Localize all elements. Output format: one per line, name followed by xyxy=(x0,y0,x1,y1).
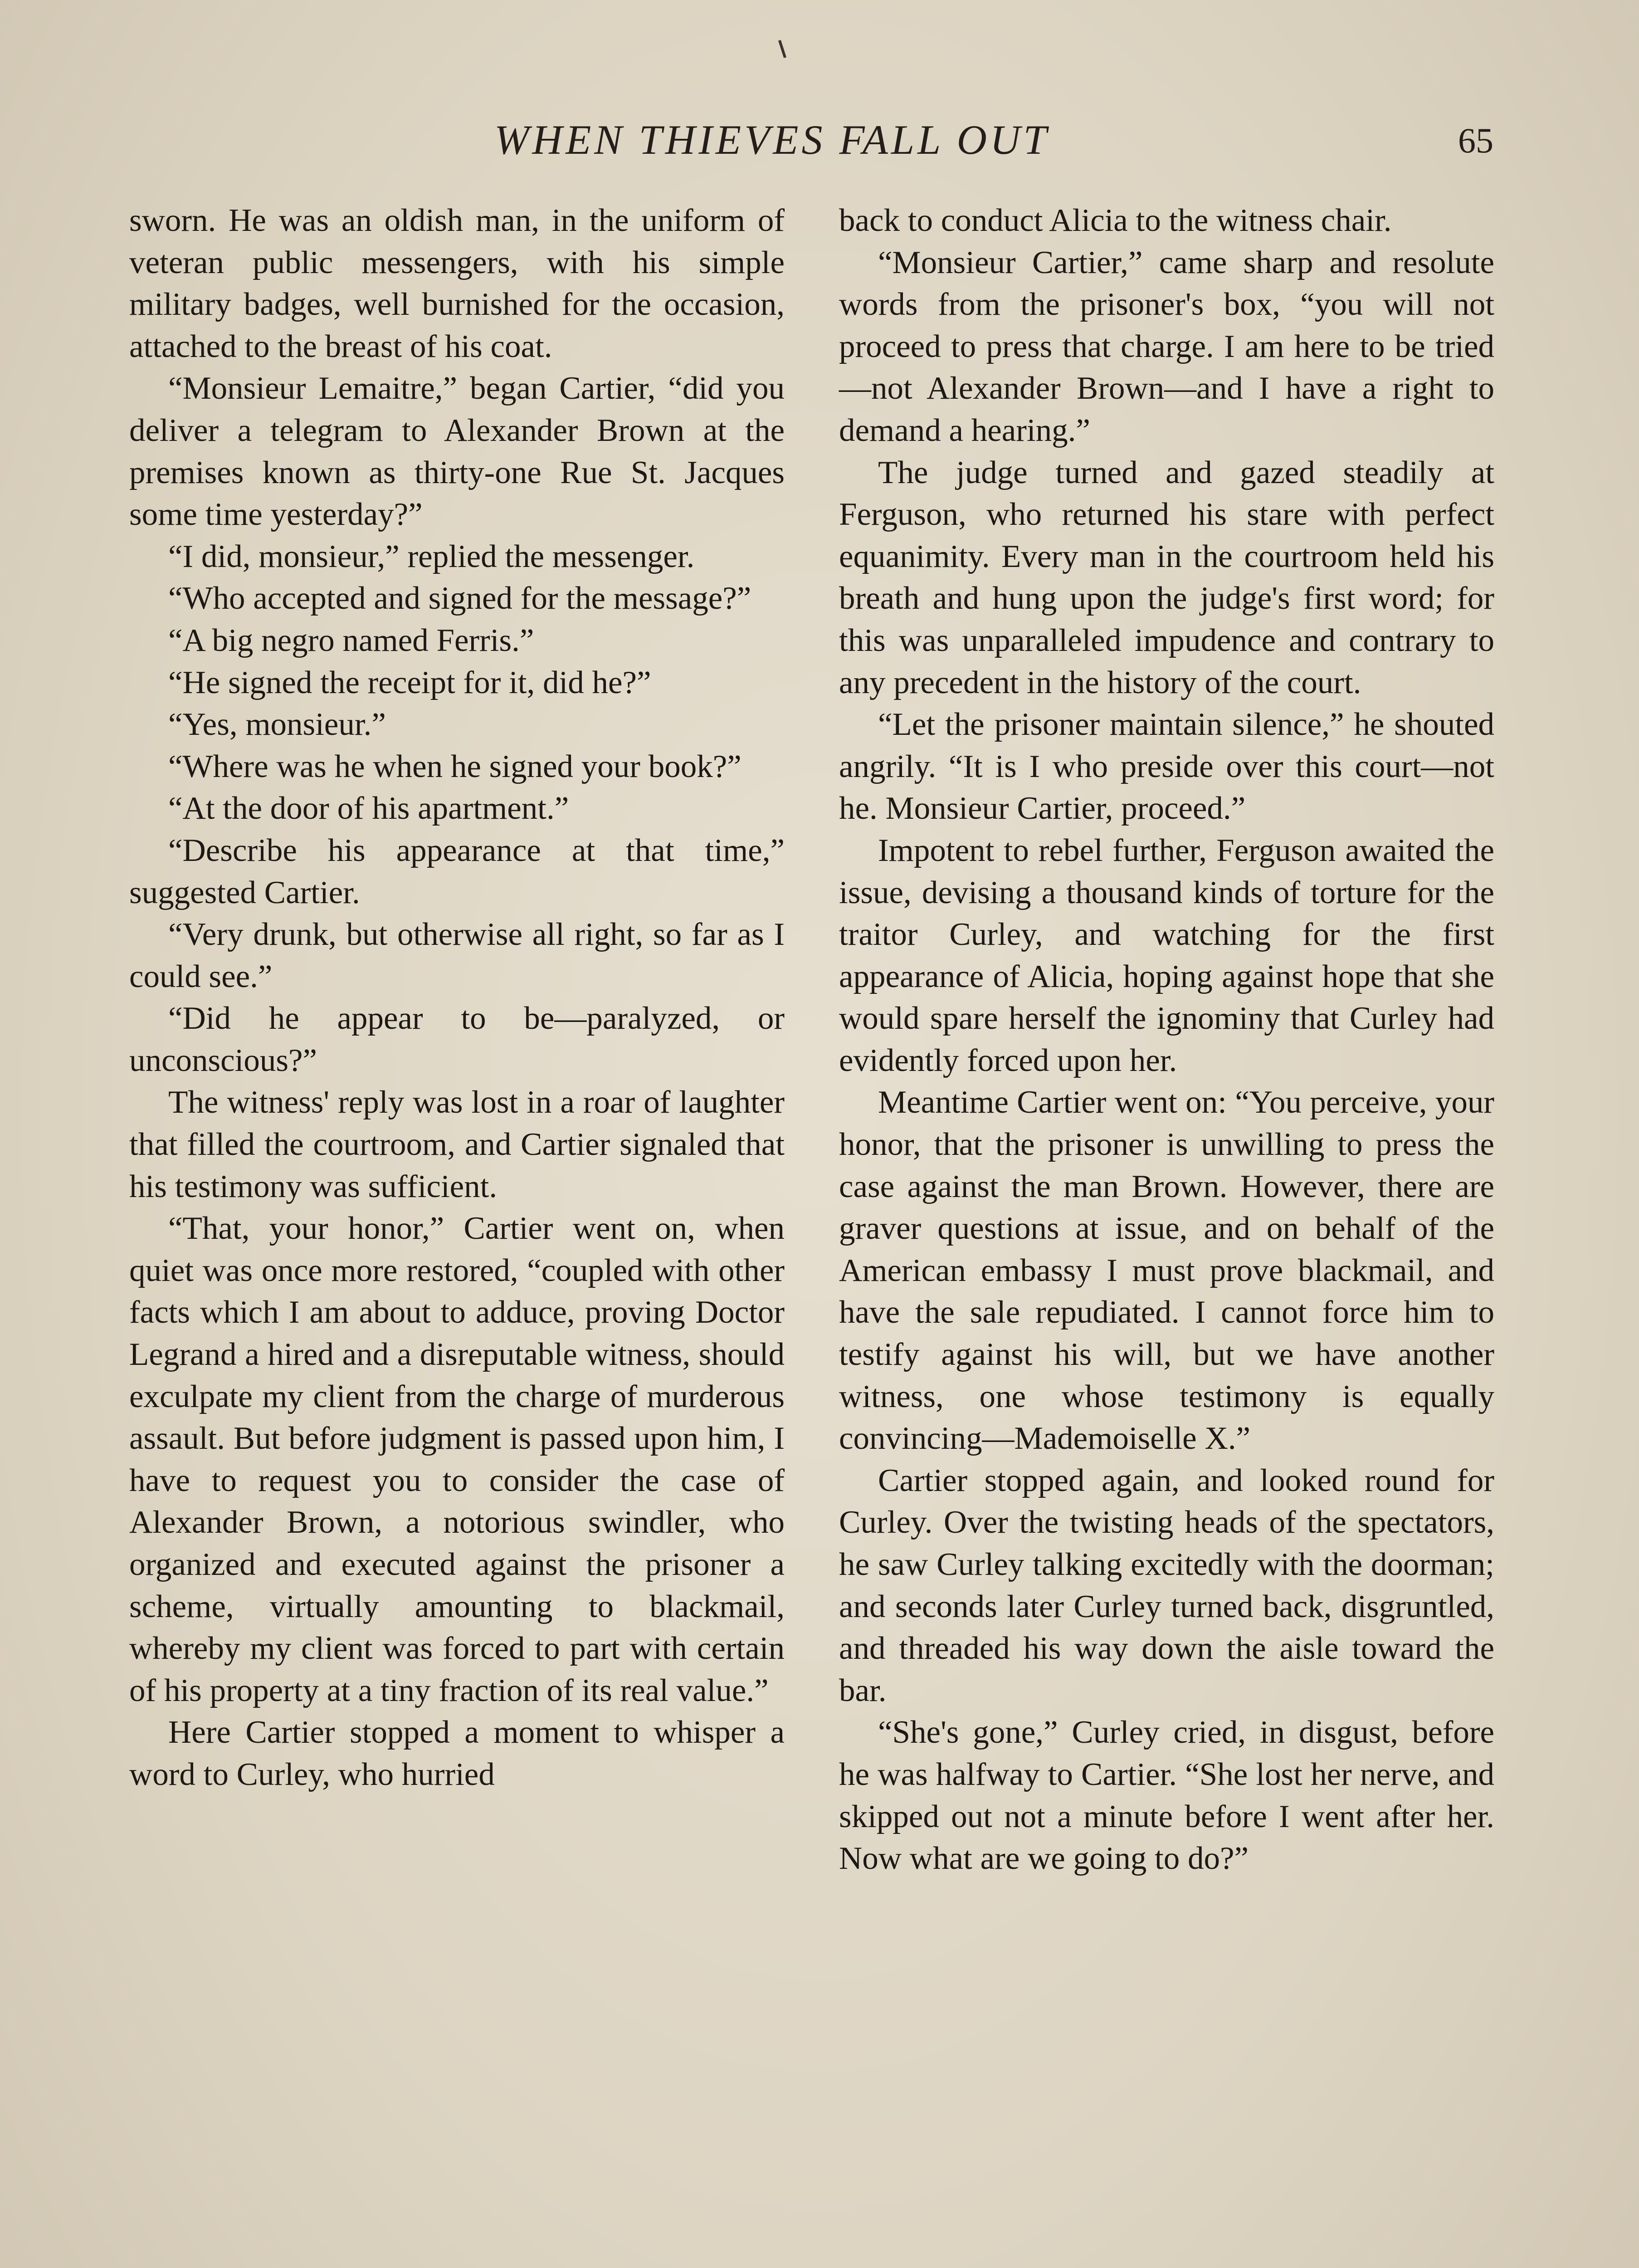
paragraph: “Monsieur Cartier,” came sharp and resolute words from the prisoner's box, “you will not proceed to press that charge. I am here to be tried—not Alexander Brown—and I have a right to demand a hearing.” xyxy=(839,244,1494,448)
paragraph: “Let the prisoner maintain silence,” he shouted angrily. “It is I who preside over this court—not he. Monsieur Cartier, proceed.” xyxy=(839,707,1494,826)
paragraph: back to conduct Alicia to the witness chair. xyxy=(839,203,1392,238)
paragraph: sworn. He was an oldish man, in the uniform of veteran public messengers, with his simple military badges, well burnished for the occasion, attached to the breast of his coat. xyxy=(129,203,785,364)
running-title: WHEN THIEVES FALL OUT xyxy=(494,117,1050,163)
paragraph: “Monsieur Lemaitre,” began Cartier, “did you deliver a telegram to Alexander Brown at the premises known as thirty-one Rue St. Jacques some time yesterday?” xyxy=(129,371,785,533)
paragraph: “Describe his appearance at that time,” suggested Cartier. xyxy=(129,832,785,910)
paragraph: “I did, monsieur,” replied the messenger. xyxy=(168,538,695,574)
paragraph: “She's gone,” Curley cried, in disgust, before he was halfway to Cartier. “She lost her nerve, and skipped out not a minute before I went after her. Now what are we going to do?” xyxy=(839,1715,1494,1877)
paragraph: “He signed the receipt for it, did he?” xyxy=(168,665,651,700)
paragraph: Impotent to rebel further, Ferguson awaited the issue, devising a thousand kinds of torture for the traitor Curley, and watching for the first appearance of Alicia, hoping against hope that she would spare herself the ignominy that Curley had evidently forced upon her. xyxy=(839,832,1494,1078)
right-text-column xyxy=(839,200,1494,1880)
paragraph: “Where was he when he signed your book?” xyxy=(168,748,741,784)
running-header xyxy=(0,116,1639,166)
left-text-column xyxy=(129,200,785,1796)
paragraph: “That, your honor,” Cartier went on, when quiet was once more restored, “coupled with other facts which I am about to adduce, proving Doctor Legrand a hired and a disreputable witness, should exculpate my client from the charge of murderous assault. But before judgment is passed upon him, I have to request you to consider the case of Alexander Brown, a notorious swindler, who organized and executed against the prisoner a scheme, virtually amounting to blackmail, whereby my client was forced to part with certain of his property at a tiny fraction of its real value.” xyxy=(129,1211,785,1708)
paragraph: “Did he appear to be—paralyzed, or unconscious?” xyxy=(129,1001,785,1078)
paragraph: Here Cartier stopped a moment to whisper a word to Curley, who hurried xyxy=(129,1715,785,1792)
print-speck xyxy=(778,40,786,58)
paragraph: “Yes, monsieur.” xyxy=(168,707,386,743)
paragraph: The witness' reply was lost in a roar of laughter that filled the courtroom, and Cartier signaled that his testimony was sufficient. xyxy=(129,1085,785,1204)
paragraph: Cartier stopped again, and looked round for Curley. Over the twisting heads of the spectators, he saw Curley talking excitedly with the doorman; and seconds later Curley turned back, disgruntled, and threaded his way down the aisle toward the bar. xyxy=(839,1462,1494,1708)
paragraph: Meantime Cartier went on: “You perceive, your honor, that the prisoner is unwilling to press the case against the man Brown. However, there are graver questions at issue, and on behalf of the American embassy I must prove blackmail, and have the sale repudiated. I cannot force him to testify against his will, but we have another witness, one whose testimony is equally convincing—Mademoiselle X.” xyxy=(839,1085,1494,1457)
paragraph: The judge turned and gazed steadily at Ferguson, who returned his stare with perfect equanimity. Every man in the courtroom held his breath and hung upon the judge's first word; for this was unparalleled impudence and contrary to any precedent in the history of the court. xyxy=(839,455,1494,700)
paragraph: “A big negro named Ferris.” xyxy=(168,622,534,658)
paragraph: “At the door of his apartment.” xyxy=(168,791,569,826)
page-number: 65 xyxy=(1458,121,1493,160)
paragraph: “Who accepted and signed for the message?” xyxy=(168,581,751,616)
paragraph: “Very drunk, but otherwise all right, so far as I could see.” xyxy=(129,917,785,994)
